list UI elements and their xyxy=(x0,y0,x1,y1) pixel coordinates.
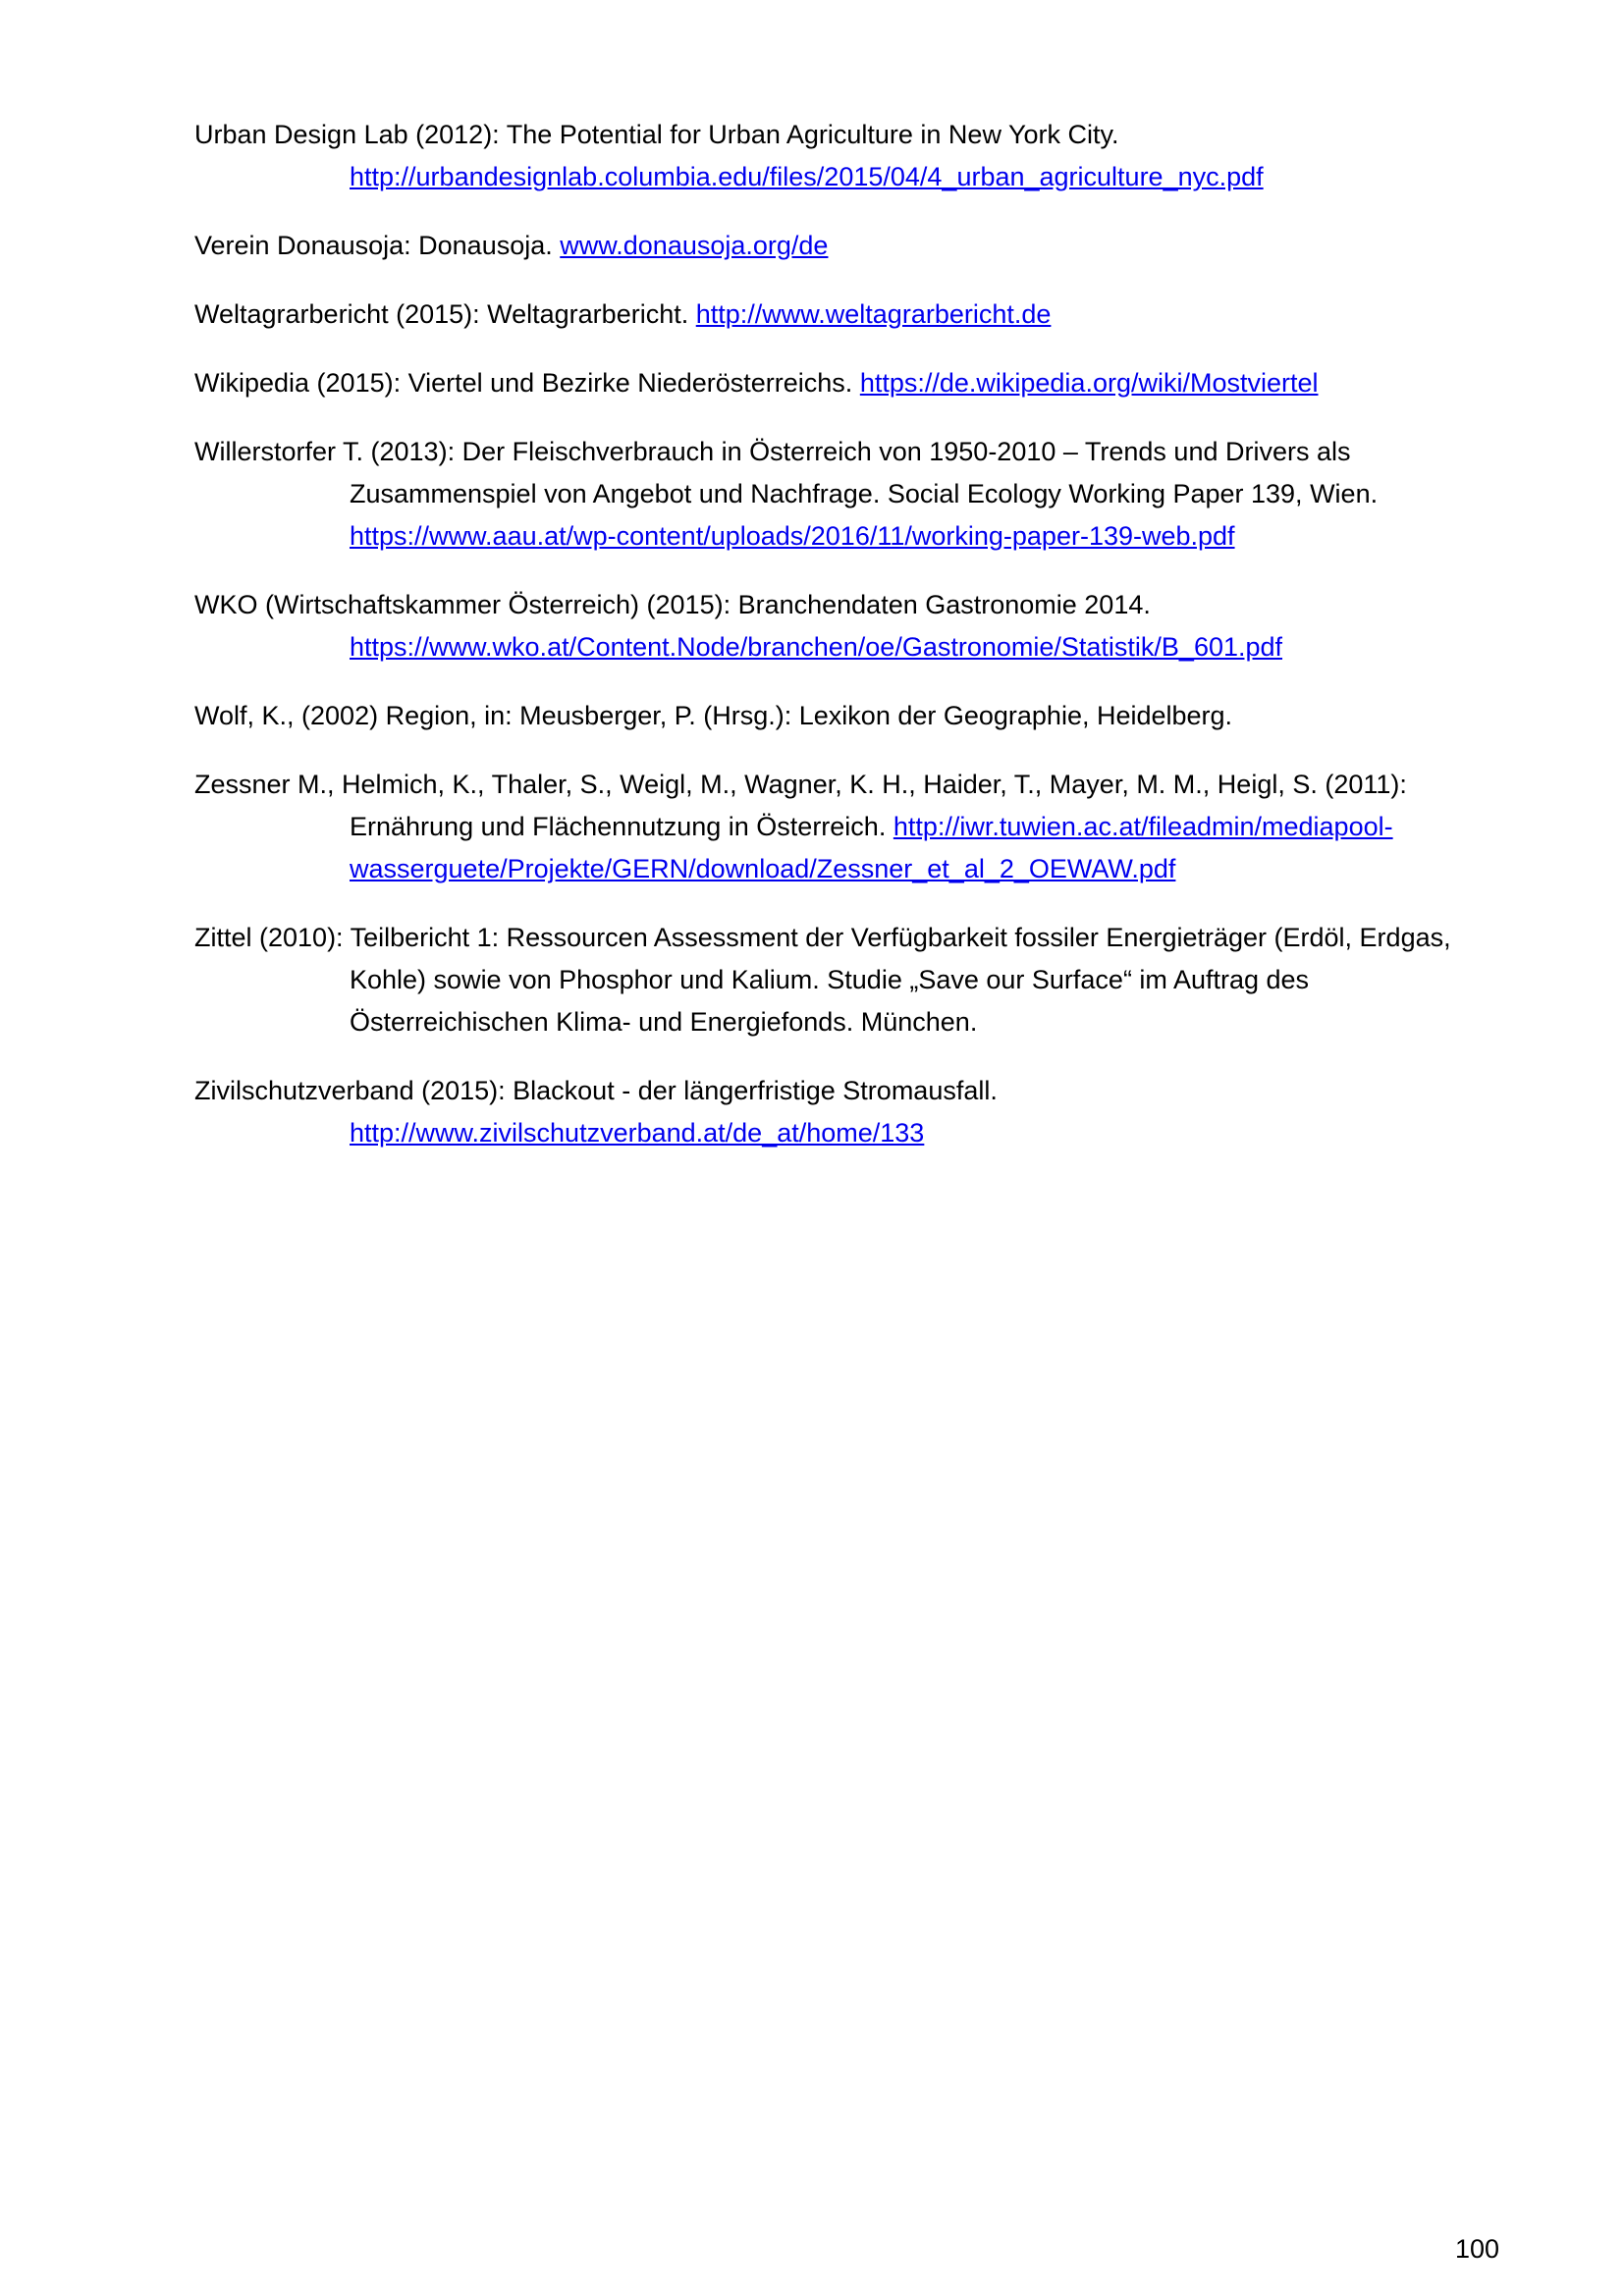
reference-entry xyxy=(194,294,1510,336)
reference-text: Zessner M., Helmich, K., Thaler, S., Weigl, M., Wagner, K. H., Haider, T., Mayer, M. M., Heigl, S. (2011): Ernährung und Flächennutzung in Österreich. xyxy=(194,770,1407,841)
reference-text: Verein Donausoja: Donausoja. xyxy=(194,231,561,260)
reference-link[interactable]: https://de.wikipedia.org/wiki/Mostviertel xyxy=(859,368,1319,398)
reference-link[interactable]: https://www.wko.at/Content.Node/branchen/oe/Gastronomie/Statistik/B_601.pdf xyxy=(350,632,1283,662)
reference-link[interactable]: http://iwr.tuwien.ac.at/fileadmin/mediapool-wasserguete/Projekte/GERN/download/Zessner_et_al_2_OEWAW.pdf xyxy=(350,812,1393,883)
reference-entry xyxy=(194,1070,1510,1154)
reference-entry xyxy=(194,584,1510,668)
reference-text: Zittel (2010): Teilbericht 1: Ressourcen Assessment der Verfügbarkeit fossiler Energieträger (Erdöl, Erdgas, Kohle) sowie von Phosphor und Kalium. Studie „Save our Surface“ im Auftrag des Österreichischen Klima- und Energiefonds. München. xyxy=(194,923,1451,1037)
reference-text: Urban Design Lab (2012): The Potential for Urban Agriculture in New York City. xyxy=(194,120,1119,149)
reference-entry xyxy=(194,695,1510,737)
reference-entry xyxy=(194,917,1510,1043)
reference-text: Wolf, K., (2002) Region, in: Meusberger, P. (Hrsg.): Lexikon der Geographie, Heidelberg. xyxy=(194,701,1233,730)
reference-link[interactable]: https://www.aau.at/wp-content/uploads/2016/11/working-paper-139-web.pdf xyxy=(350,521,1235,551)
reference-text: Zivilschutzverband (2015): Blackout - der längerfristige Stromausfall. xyxy=(194,1076,998,1105)
reference-link[interactable]: http://urbandesignlab.columbia.edu/files/2015/04/4_urban_agriculture_nyc.pdf xyxy=(350,162,1264,191)
reference-text: Weltagrarbericht (2015): Weltagrarbericht. xyxy=(194,299,696,329)
reference-text: WKO (Wirtschaftskammer Österreich) (2015): Branchendaten Gastronomie 2014. xyxy=(194,590,1151,619)
page-number: 100 xyxy=(1454,2234,1499,2264)
reference-list xyxy=(194,114,1510,1181)
reference-entry xyxy=(194,114,1510,198)
reference-text: Wikipedia (2015): Viertel und Bezirke Niederösterreichs. xyxy=(194,368,860,398)
reference-link[interactable]: www.donausoja.org/de xyxy=(560,231,829,260)
reference-entry xyxy=(194,362,1510,404)
reference-link[interactable]: http://www.weltagrarbericht.de xyxy=(695,299,1052,329)
reference-link[interactable]: http://www.zivilschutzverband.at/de_at/home/133 xyxy=(350,1118,925,1148)
reference-entry xyxy=(194,764,1510,890)
reference-text: Willerstorfer T. (2013): Der Fleischverbrauch in Österreich von 1950-2010 – Trends und Drivers als Zusammenspiel von Angebot und Nachfrage. Social Ecology Working Paper 139, Wien. xyxy=(194,437,1379,508)
reference-entry xyxy=(194,431,1510,558)
reference-entry xyxy=(194,225,1510,267)
